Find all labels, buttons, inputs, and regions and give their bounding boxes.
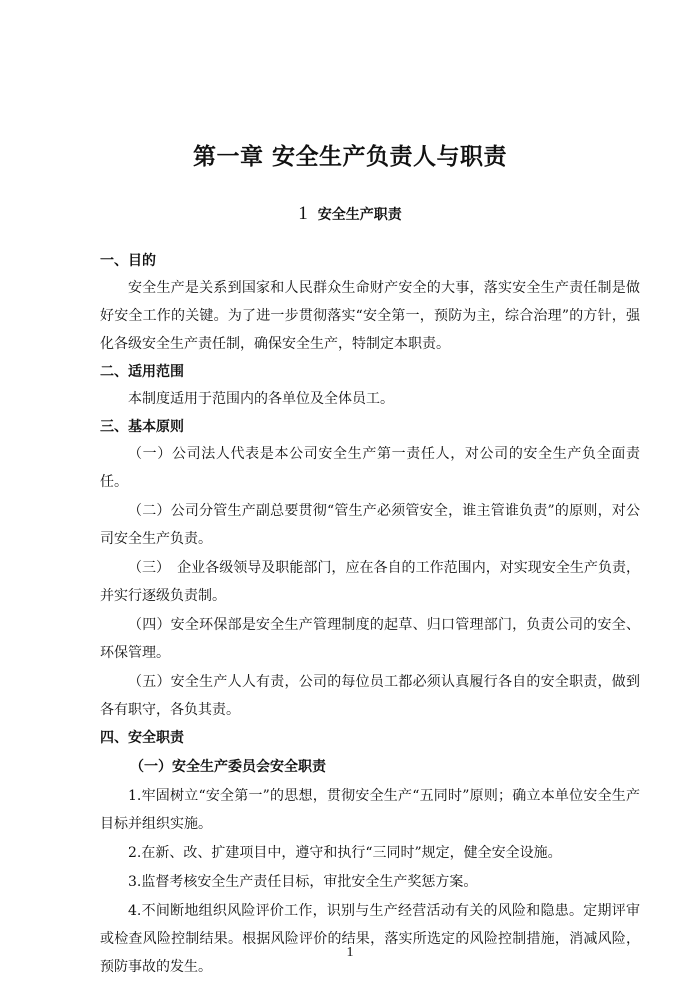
section-title (0, 203, 700, 225)
committee-item: 4.不间断地组织风险评价工作，识别与生产经营活动有关的风险和隐患。定期评审或检查风险控制结果。根据风险评价的结果，落实所选定的风险控制措施，消减风险，预防事故的发生。 (100, 903, 640, 975)
chapter-title: 第一章 安全生产负责人与职责 (192, 144, 507, 170)
principle-item: （二）公司分管生产副总要贯彻“管生产必须管安全，谁主管谁负责”的原则，对公司安全生产负责。 (100, 503, 640, 547)
heading-duties: 四、安全职责 (100, 730, 184, 746)
section-title-text: 安全生产职责 (317, 207, 402, 223)
page-number: 1 (346, 945, 354, 960)
principle-item: （四）安全环保部是安全生产管理制度的起草、归口管理部门，负责公司的安全、环保管理。 (100, 617, 640, 661)
committee-item: 1.牢固树立“安全第一”的思想，贯彻安全生产“五同时”原则；确立本单位安全生产目标并组织实施。 (100, 788, 640, 832)
heading-committee: （一）安全生产委员会安全职责 (130, 759, 326, 775)
principle-item: （三） 企业各级领导及职能部门，应在各自的工作范围内，对实现安全生产负责，并实行逐级负责制。 (100, 560, 640, 604)
heading-scope: 二、适用范围 (100, 364, 184, 380)
committee-item: 3.监督考核安全生产责任目标，审批安全生产奖惩方案。 (128, 874, 478, 890)
principle-item: （一）公司法人代表是本公司安全生产第一责任人，对公司的安全生产负全面责任。 (100, 446, 640, 490)
document-body (100, 248, 640, 982)
committee-item: 2.在新、改、扩建项目中，遵守和执行“三同时”规定，健全安全设施。 (128, 845, 562, 861)
principle-item: （五）安全生产人人有责，公司的每位员工都必须认真履行各自的安全职责，做到各有职守，各负其责。 (100, 674, 640, 718)
section-number: 1 (298, 203, 308, 224)
paragraph-purpose: 安全生产是关系到国家和人民群众生命财产安全的大事，落实安全生产责任制是做好安全工作的关键。为了进一步贯彻落实“安全第一，预防为主，综合治理”的方针，强化各级安全生产责任制，确保安全生产，特制定本职责。 (100, 280, 640, 352)
heading-purpose: 一、目的 (100, 253, 156, 269)
heading-principles: 三、基本原则 (100, 419, 184, 435)
paragraph-scope: 本制度适用于范围内的各单位及全体员工。 (128, 391, 394, 407)
